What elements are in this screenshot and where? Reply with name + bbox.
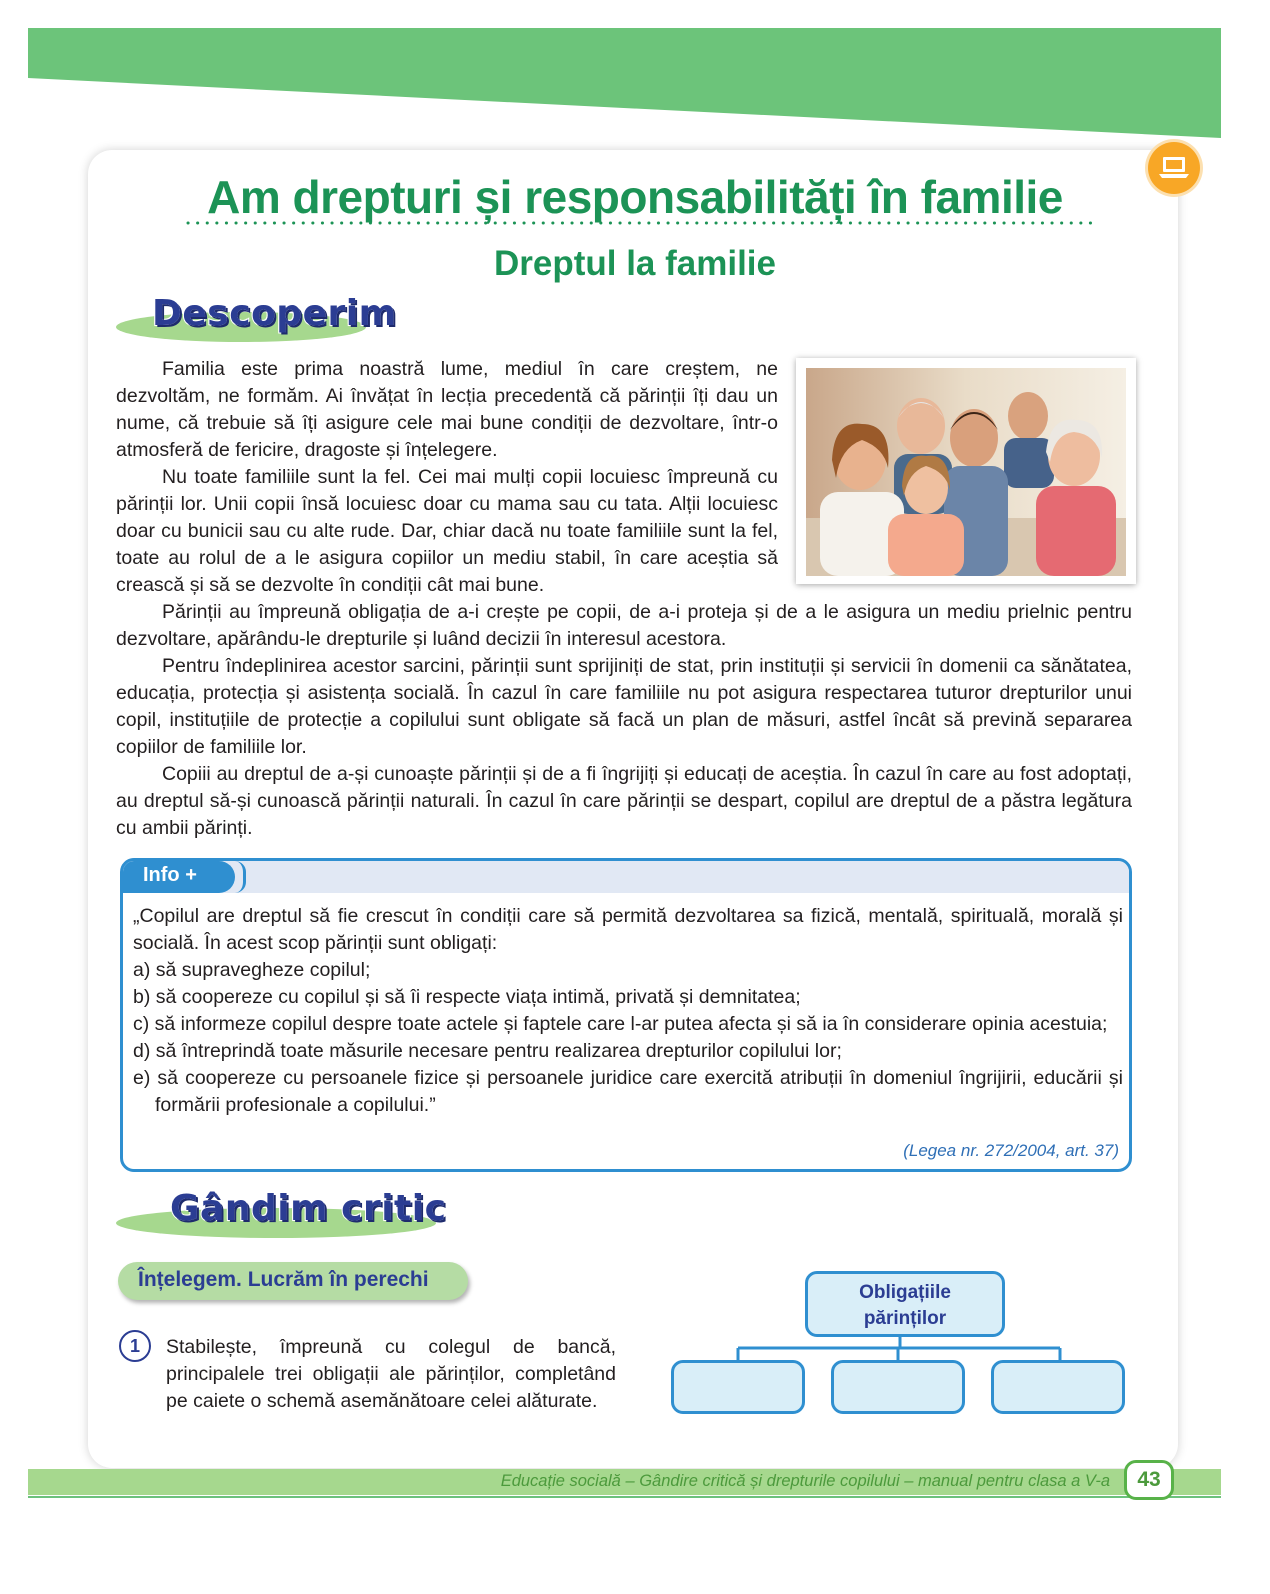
- footer-text: Educație socială – Gândire critică și drepturile copilului – manual pentru clasa a V-a: [500, 1472, 1110, 1490]
- page-title: Am drepturi și responsabilități în familie: [207, 171, 1063, 223]
- paragraph-2: Nu toate familiile sunt la fel. Cei mai mulți copii locuiesc împreună cu părinții lor. Unii copii însă locuiesc doar cu mama sau cu tata. Alții locuiesc doar cu bunicii sau cu alte rude. Dar, chiar dacă nu toate familiile sunt la fel, toate au rolul de a le asigura copiilor un mediu stabil, în care aceștia să crească și să se dezvolte în condiții cât mai bune.: [116, 466, 778, 596]
- footer-line: [28, 1496, 1221, 1498]
- info-text: [133, 903, 1123, 1119]
- diagram-root-box: [805, 1271, 1005, 1337]
- pair-work-label: [118, 1262, 468, 1300]
- info-header-bar: [123, 861, 1129, 893]
- page-number: 43: [1124, 1460, 1174, 1500]
- section-heading-descoperim: Descoperim: [152, 293, 397, 334]
- title-dotted-divider: [186, 218, 1094, 228]
- diagram-empty-box: [671, 1360, 805, 1414]
- info-item-b: b) să coopereze cu copilul și să îi respecte viața intimă, privată și demnitatea;: [133, 986, 801, 1008]
- task-text: Stabilește, împreună cu colegul de bancă, principalele trei obligații ale părinților, completând pe caiete o schemă asemănătoare celei alăturate.: [166, 1336, 616, 1412]
- section-heading-gandim-critic: Gândim critic: [170, 1188, 447, 1229]
- family-photo: [806, 368, 1126, 576]
- info-item-d: d) să întreprindă toate măsurile necesare pentru realizarea drepturilor copilului lor;: [133, 1040, 842, 1062]
- task-number: 1: [119, 1330, 151, 1362]
- info-source: (Legea nr. 272/2004, art. 37): [903, 1141, 1119, 1160]
- diagram-empty-box: [991, 1360, 1125, 1414]
- top-banner: [0, 0, 1270, 160]
- info-item-e: e) să coopereze cu persoanele fizice și persoanele juridice care exercită atribuții în domeniul îngrijirii, educării și formării profesionale a copilului.”: [133, 1067, 1123, 1116]
- paragraph-5: Copiii au dreptul de a-și cunoaște părinții și de a fi îngrijiți și educați de aceștia. În cazul în care au fost adoptați, au dreptul să-și cunoască părinții naturali. În cazul în care părinții se despart, copilul are dreptul de a păstra legătura cu ambii părinți.: [116, 763, 1132, 839]
- paragraph-3: Părinții au împreună obligația de a-i crește pe copii, de a-i proteja și de a le asigura un mediu prielnic pentru dezvoltare, apărându-le drepturile și luând decizii în interesul acestora.: [116, 601, 1132, 650]
- pair-work-text: Înțelegem. Lucrăm în perechi: [138, 1268, 429, 1291]
- diagram-empty-box: [831, 1360, 965, 1414]
- info-intro: „Copilul are dreptul să fie crescut în condiții care să permită dezvoltarea sa fizică, mentală, spirituală, morală și socială. În acest scop părinții sunt obligați:: [133, 905, 1123, 954]
- paragraph-4: Pentru îndeplinirea acestor sarcini, părinții sunt sprijiniți de stat, prin instituții și servicii în domenii ca sănătatea, educația, protecția și asistența socială. În cazul în care familiile nu pot asigura respectarea tuturor drepturilor unui copil, instituțiile de protecție a copilului sunt obligate să facă un plan de măsuri, astfel încât să prevină separarea copiilor de familiile lor.: [116, 655, 1132, 758]
- diagram-root-line2: părinților: [863, 1308, 947, 1329]
- family-photo-frame: [796, 358, 1136, 584]
- info-box: [120, 858, 1132, 1172]
- diagram-root-line1: Obligațiile: [859, 1282, 951, 1303]
- info-item-c: c) să informeze copilul despre toate actele și faptele care l-ar putea afecta și să ia în considerare opinia acestuia;: [133, 1013, 1108, 1035]
- page-subtitle: Dreptul la familie: [493, 244, 777, 283]
- info-item-a: a) să supravegheze copilul;: [133, 959, 371, 981]
- info-label: Info +: [143, 864, 197, 886]
- paragraph-1: Familia este prima noastră lume, mediul în care creștem, ne dezvoltăm, ne formăm. Ai învățat în lecția precedentă că părinții îți dau un nume, că trebuie să îți asigure cele mai bune condiții de dezvoltare, într-o atmosferă de fericire, dragoste și înțelegere.: [116, 358, 778, 461]
